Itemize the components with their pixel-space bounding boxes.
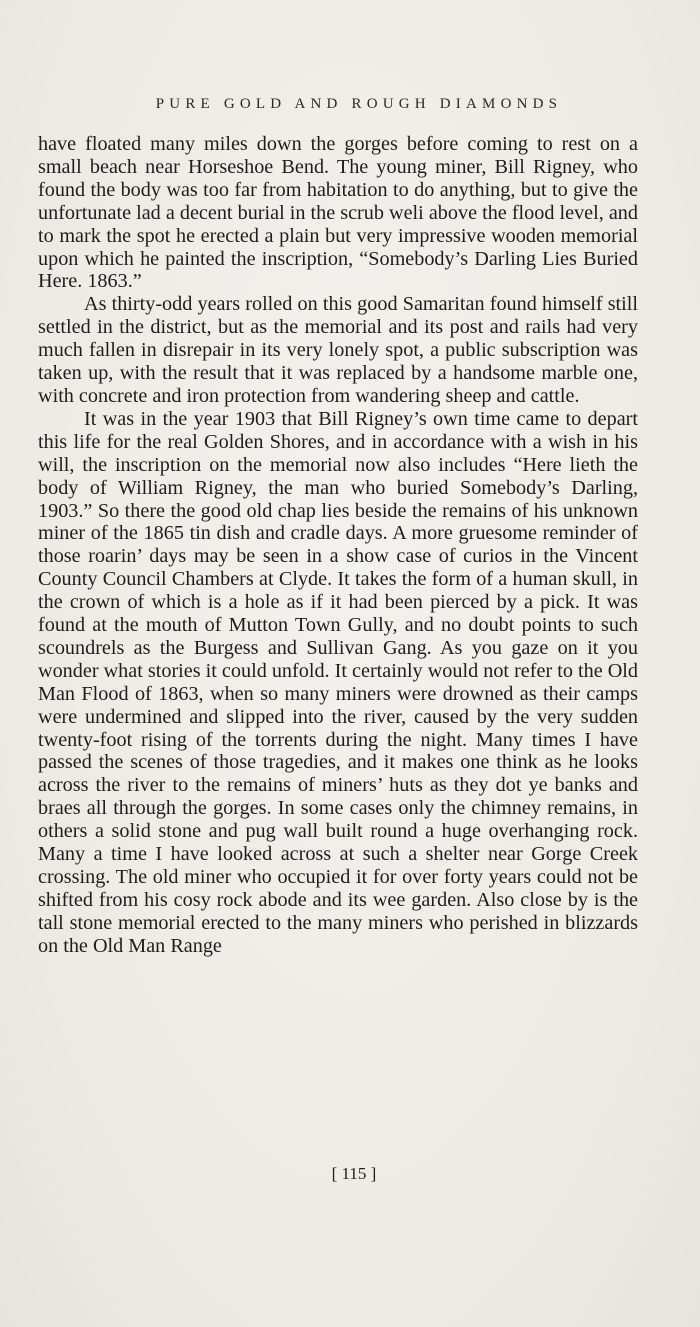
paragraph-1: have floated many miles down the gorges before coming to rest on a small beach near Horseshoe Bend. The young miner, Bill Rigney, who found the body was too far from habitation to do anything, but to give the unfortunate lad a decent burial in the scrub weli above the flood level, and to mark the spot he erected a plain but very impressive wooden memorial upon which he painted the inscription, “Somebody’s Darling Lies Buried Here. 1863.”	[38, 133, 638, 293]
body-text	[38, 133, 638, 958]
page-number: [ 115 ]	[331, 1164, 377, 1183]
running-title: PURE GOLD AND ROUGH DIAMONDS	[155, 96, 563, 112]
paragraph-2: As thirty-odd years rolled on this good Samaritan found himself still settled in the district, but as the memorial and its post and rails had very much fallen in disrepair in its very lonely spot, a public subscription was taken up, with the result that it was replaced by a handsome marble one, with concrete and iron protection from wandering sheep and cattle.	[38, 293, 638, 407]
paragraph-3: It was in the year 1903 that Bill Rigney’s own time came to depart this life for the real Golden Shores, and in accordance with a wish in his will, the inscription on the memorial now also includes “Here lieth the body of William Rigney, the man who buried Somebody’s Darling, 1903.” So there the good old chap lies beside the remains of his unknown miner of the 1865 tin dish and cradle days. A more gruesome reminder of those roarin’ days may be seen in a show case of curios in the Vincent County Council Chambers at Clyde. It takes the form of a human skull, in the crown of which is a hole as if it had been pierced by a pick. It was found at the mouth of Mutton Town Gully, and no doubt points to such scoundrels as the Burgess and Sullivan Gang. As you gaze on it you wonder what stories it could unfold. It certainly would not refer to the Old Man Flood of 1863, when so many miners were drowned as their camps were undermined and slipped into the river, caused by the very sudden twenty-foot rising of the torrents during the night. Many times I have passed the scenes of those tragedies, and it makes one think as he looks across the river to the remains of miners’ huts as they dot ye banks and braes all through the gorges. In some cases only the chimney remains, in others a solid stone and pug wall built round a huge overhanging rock. Many a time I have looked across at such a shelter near Gorge Creek crossing. The old miner who occupied it for over forty years could not be shifted from his cosy rock abode and its wee garden. Also close by is the tall stone memorial erected to the many miners who perished in blizzards on the Old Man Range	[38, 407, 638, 957]
